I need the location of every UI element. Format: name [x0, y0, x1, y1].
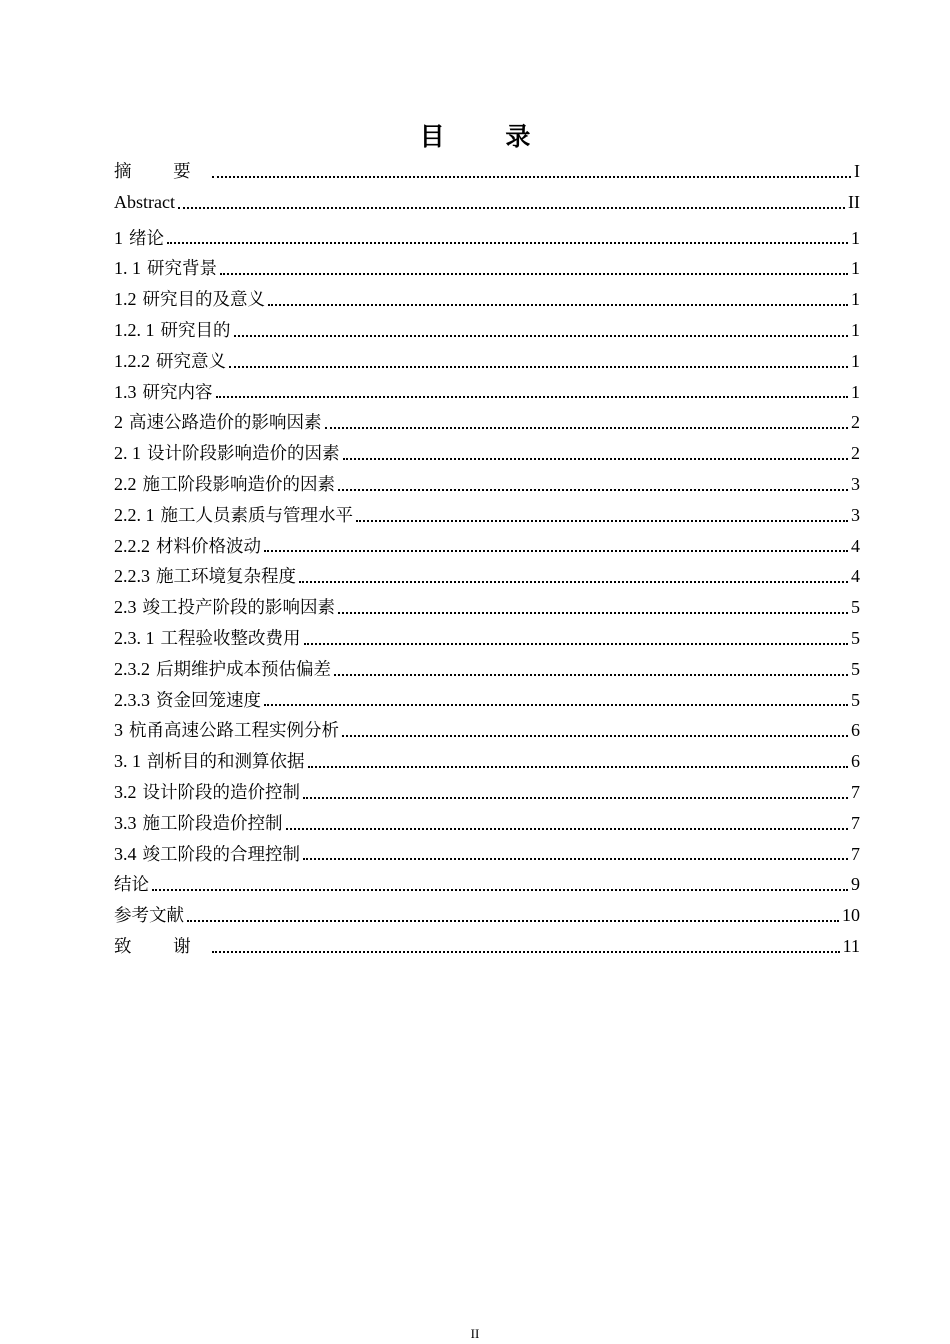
toc-entry-page: 1 [851, 381, 860, 402]
toc-entry-title: 施工阶段造价控制 [142, 813, 283, 834]
toc-entry[interactable] [114, 715, 860, 746]
toc-entry[interactable] [114, 592, 860, 623]
toc-entry[interactable] [114, 561, 860, 592]
toc-entry-number: 3 [114, 720, 123, 741]
toc-entry[interactable] [114, 223, 860, 254]
toc-entry-title: 研究意义 [156, 351, 226, 372]
toc-entry-title: 剖析目的和测算依据 [147, 752, 305, 773]
toc-entry-page: 7 [851, 781, 860, 802]
toc-entry-title: 研究目的 [160, 320, 231, 341]
toc-entry-page: 11 [842, 935, 860, 956]
toc-dot-leader [167, 223, 848, 254]
toc-entry-number: 2.3.3 [114, 689, 150, 710]
toc-entry-page: 4 [851, 566, 860, 587]
toc-entry-number: 1.3 [114, 381, 137, 402]
toc-entry-title: Abstract [114, 191, 175, 212]
toc-dot-leader [343, 438, 849, 469]
toc-entry-title: 施工阶段影响造价的因素 [142, 474, 335, 495]
toc-entry-title: 摘 要 [114, 162, 209, 182]
toc-entry-title: 参考文献 [114, 906, 184, 927]
toc-entry-page: 3 [851, 473, 860, 494]
toc-entry-title: 杭甬高速公路工程实例分析 [129, 721, 339, 742]
toc-dot-leader [342, 715, 848, 746]
toc-entry[interactable] [114, 500, 860, 531]
toc-entry-page: 9 [851, 874, 860, 895]
toc-title: 目 录 [419, 122, 557, 151]
toc-dot-leader [356, 500, 848, 531]
toc-entry[interactable] [114, 900, 860, 931]
toc-entry-page: 4 [851, 535, 860, 556]
toc-entry-number: 2.3.2 [114, 658, 150, 679]
toc-entry[interactable] [114, 531, 860, 562]
toc-entry-number: 3.4 [114, 843, 137, 864]
toc-entry[interactable] [114, 407, 860, 438]
toc-entry-title: 研究内容 [142, 382, 213, 403]
toc-entry[interactable] [114, 156, 860, 187]
toc-entry[interactable] [114, 623, 860, 654]
toc-dot-leader [286, 808, 849, 839]
toc-entry-number: 2.3. 1 [114, 627, 155, 648]
toc-entry[interactable] [114, 777, 860, 808]
toc-entry-title: 研究背景 [147, 259, 217, 280]
toc-entry[interactable] [114, 685, 860, 716]
toc-entry-page: II [848, 191, 860, 212]
toc-entry-number: 2. 1 [114, 443, 141, 464]
toc-entry[interactable] [114, 315, 860, 346]
toc-dot-leader [338, 469, 848, 500]
toc-entry-page: 5 [851, 627, 860, 648]
toc-entry-number: 2 [114, 412, 123, 433]
toc-entry-title: 施工人员素质与管理水平 [160, 505, 353, 526]
toc-dot-leader [264, 685, 848, 716]
toc-entry-title: 结论 [114, 875, 149, 896]
toc-dot-leader [303, 777, 848, 808]
toc-dot-leader [212, 156, 851, 187]
toc-entry-page: 6 [851, 720, 860, 741]
toc-entry[interactable] [114, 839, 860, 870]
toc-dot-leader [187, 900, 839, 931]
toc-entry[interactable] [114, 654, 860, 685]
toc-dot-leader [229, 346, 848, 377]
toc-dot-leader [152, 869, 848, 900]
toc-entry-number: 2.2.2 [114, 535, 150, 556]
toc-entry-number: 2.2 [114, 473, 137, 494]
toc-dot-leader [325, 407, 849, 438]
footer-page-number: II [470, 1326, 480, 1341]
toc-dot-leader [178, 187, 845, 218]
toc-entry-page: 5 [851, 658, 860, 679]
toc-entry-number: 2.2. 1 [114, 504, 155, 525]
toc-entry-title: 绪论 [129, 228, 164, 249]
toc-entry-title: 材料价格波动 [156, 536, 261, 557]
toc-entry-page: I [854, 161, 860, 181]
toc-entry-number: 1 [114, 227, 123, 248]
toc-dot-leader [268, 284, 848, 315]
toc-entry-number: 3.3 [114, 812, 137, 833]
toc-dot-leader [308, 746, 849, 777]
toc-entry-title: 致 谢 [114, 936, 209, 957]
toc-entry-title: 高速公路造价的影响因素 [129, 413, 322, 434]
toc-entry-number: 1.2. 1 [114, 319, 155, 340]
toc-entry-page: 2 [851, 443, 860, 464]
toc-entry-title: 研究目的及意义 [142, 290, 265, 311]
toc-entry-page: 6 [851, 751, 860, 772]
toc-entry-number: 3.2 [114, 781, 137, 802]
toc-entry-page: 3 [851, 504, 860, 525]
toc-entry[interactable] [114, 869, 860, 900]
toc-entry-page: 1 [851, 289, 860, 310]
toc-dot-leader [338, 592, 848, 623]
toc-dot-leader [234, 315, 849, 346]
toc-entry-page: 1 [851, 227, 860, 248]
toc-entry-number: 2.3 [114, 597, 137, 618]
toc-entry-number: 3. 1 [114, 751, 141, 772]
toc-dot-leader [216, 377, 849, 408]
toc-entry[interactable] [114, 377, 860, 408]
toc-entry[interactable] [114, 438, 860, 469]
toc-entry-page: 5 [851, 597, 860, 618]
toc-entry-title: 竣工阶段的合理控制 [142, 844, 300, 865]
toc-entry-page: 1 [851, 350, 860, 371]
toc-entry-title: 设计阶段的造价控制 [142, 782, 300, 803]
toc-entry[interactable] [114, 284, 860, 315]
toc-dot-leader [212, 931, 840, 962]
toc-entry-page: 7 [851, 812, 860, 833]
toc-entry-number: 2.2.3 [114, 566, 150, 587]
toc-entry[interactable] [114, 746, 860, 777]
toc-dot-leader [303, 839, 848, 870]
toc-dot-leader [304, 623, 849, 654]
table-of-contents [114, 156, 860, 962]
toc-entry-number: 1.2 [114, 289, 137, 310]
toc-entry[interactable] [114, 931, 860, 962]
toc-entry-page: 2 [851, 412, 860, 433]
toc-entry-title: 竣工投产阶段的影响因素 [142, 598, 335, 619]
toc-entry-title: 施工环境复杂程度 [156, 567, 296, 588]
toc-entry-title: 设计阶段影响造价的因素 [147, 444, 340, 465]
toc-entry-title: 资金回笼速度 [156, 690, 261, 711]
toc-entry[interactable] [114, 187, 860, 218]
toc-entry[interactable] [114, 253, 860, 284]
toc-entry-page: 7 [851, 843, 860, 864]
toc-entry-page: 1 [851, 258, 860, 279]
toc-entry-page: 5 [851, 689, 860, 710]
toc-entry-number: 1.2.2 [114, 350, 150, 371]
toc-entry[interactable] [114, 808, 860, 839]
toc-entry[interactable] [114, 469, 860, 500]
toc-entry[interactable] [114, 346, 860, 377]
toc-dot-leader [299, 561, 848, 592]
toc-entry-title: 后期维护成本预估偏差 [156, 659, 331, 680]
toc-dot-leader [334, 654, 848, 685]
toc-entry-page: 10 [842, 905, 860, 926]
toc-dot-leader [220, 253, 848, 284]
toc-entry-title: 工程验收整改费用 [160, 628, 301, 649]
toc-entry-page: 1 [851, 319, 860, 340]
toc-dot-leader [264, 531, 848, 562]
toc-entry-number: 1. 1 [114, 258, 141, 279]
